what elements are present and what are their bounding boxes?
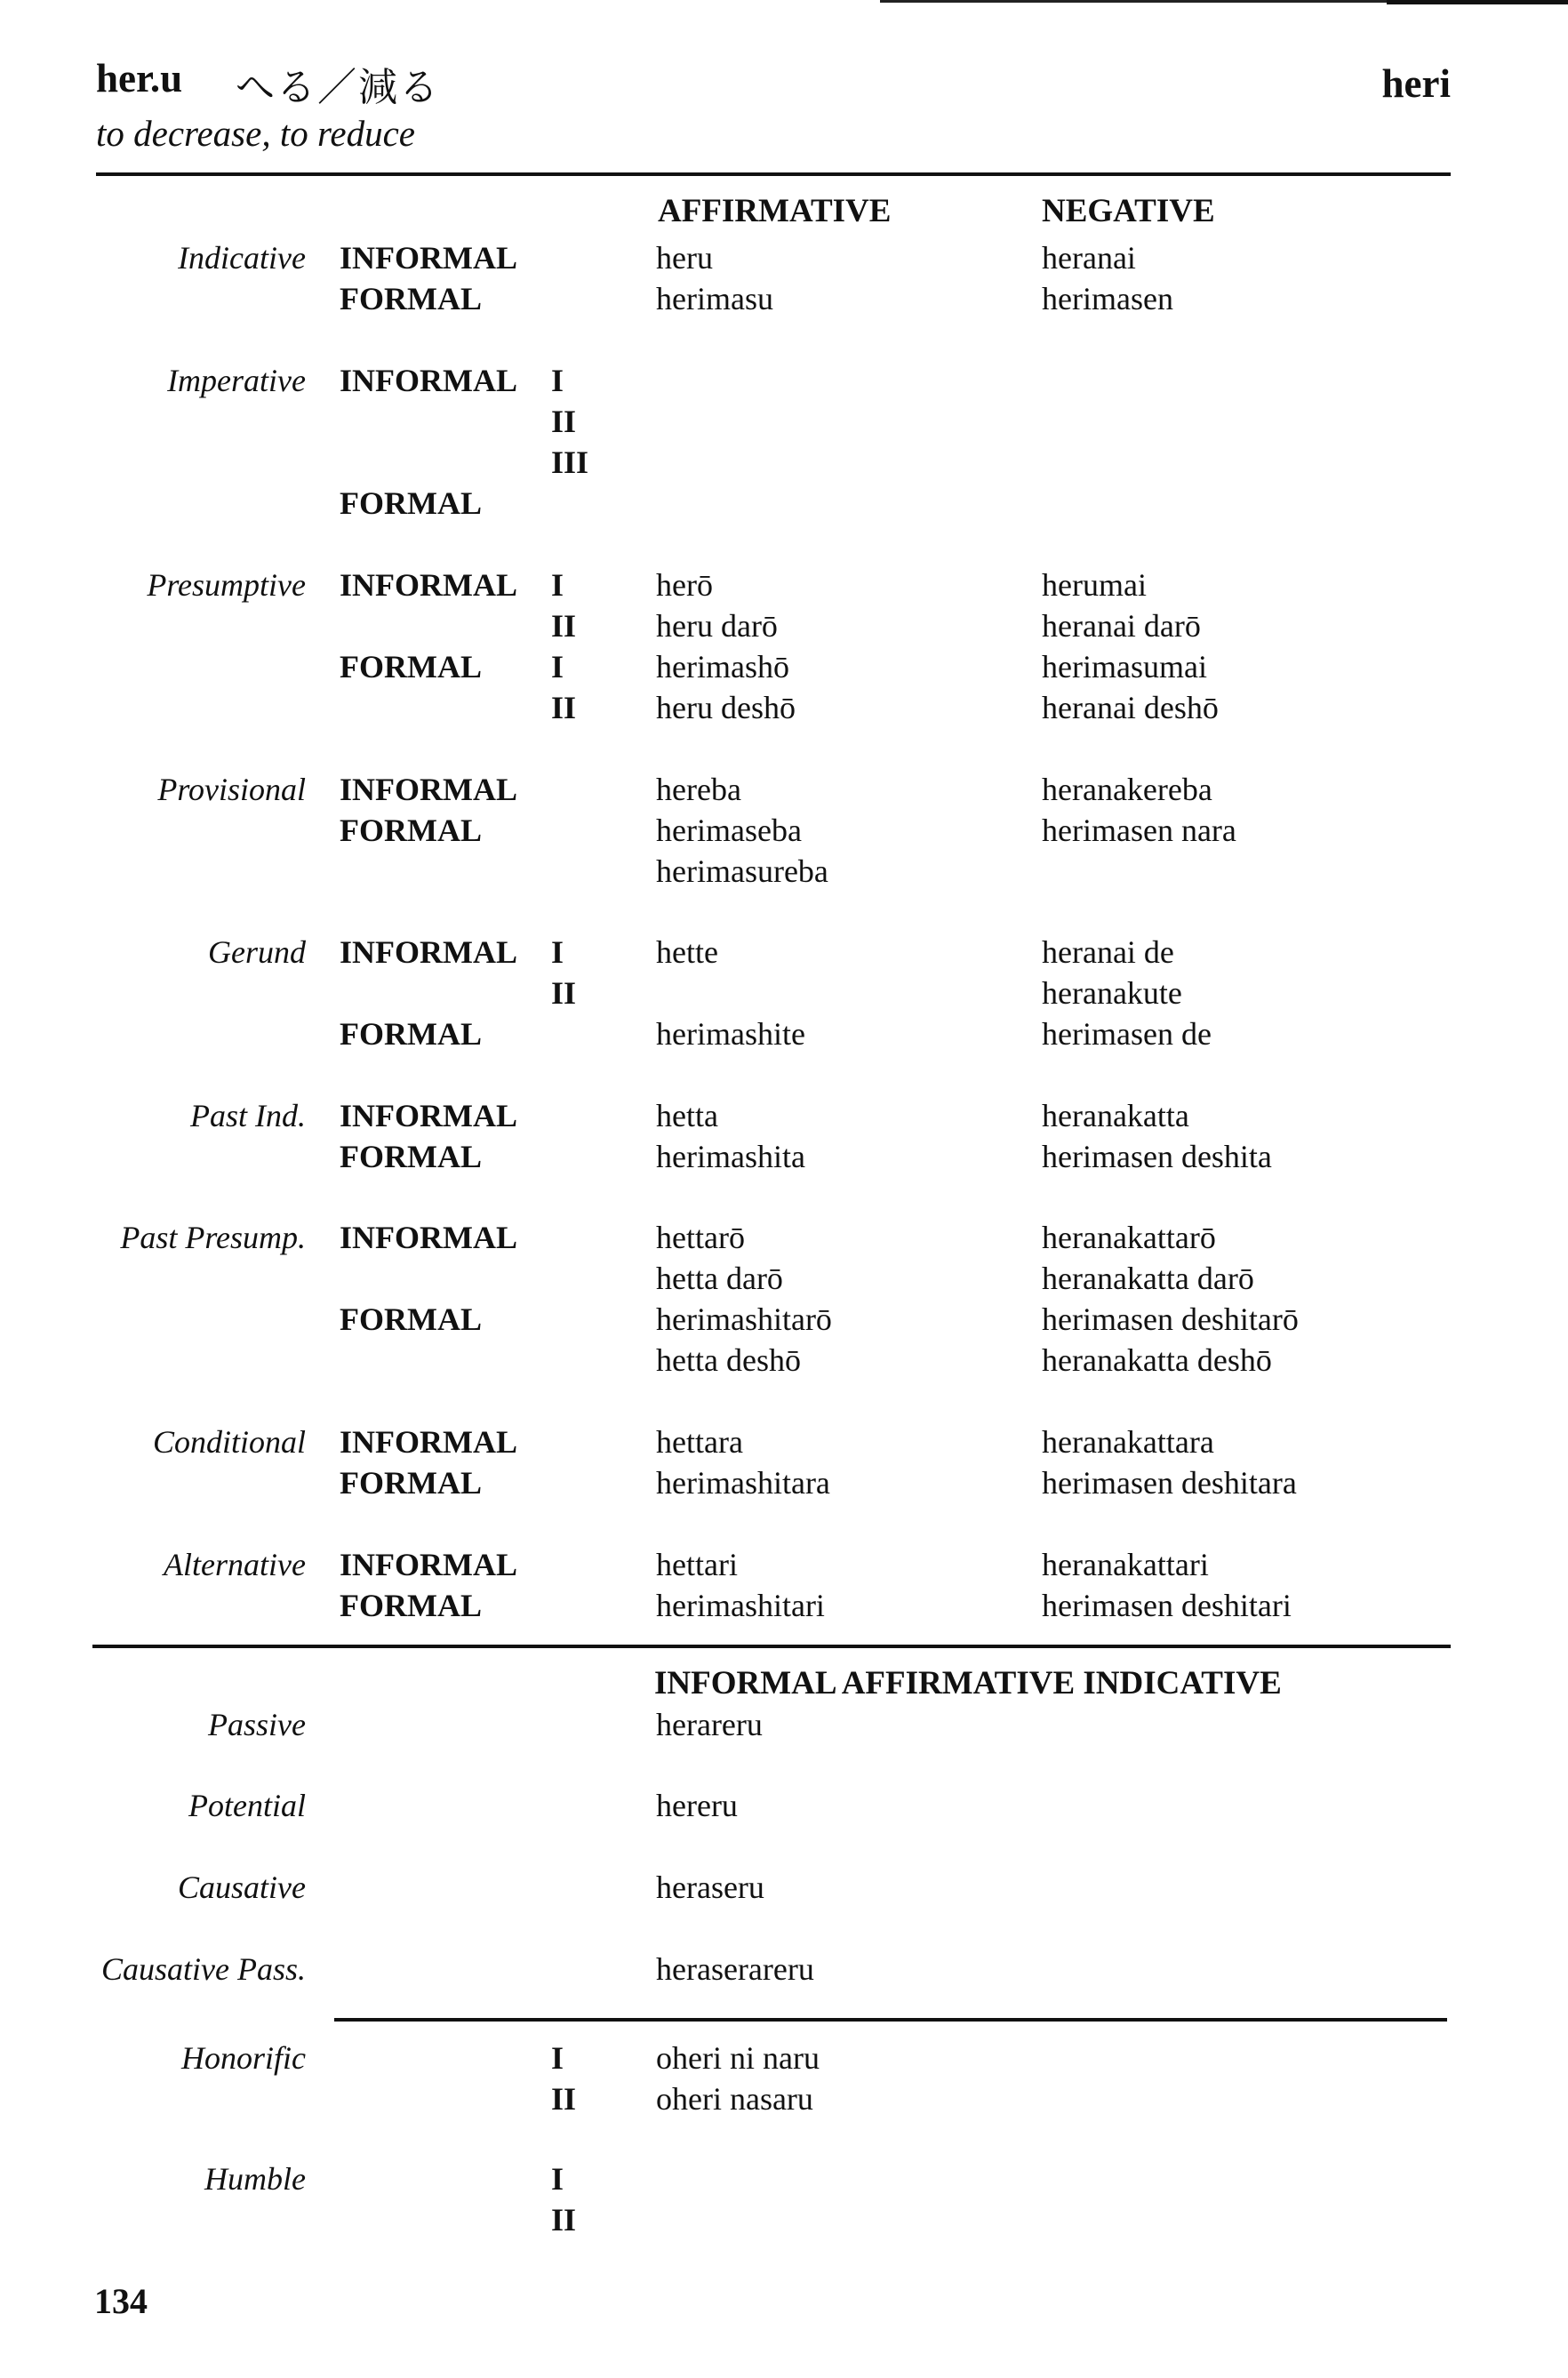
negative-form: herimasen nara <box>1042 813 1236 848</box>
affirmative-form: hettara <box>656 1424 743 1460</box>
conjugation-row <box>0 1217 1568 1258</box>
negative-form: heranakatta deshō <box>1042 1342 1272 1378</box>
form-number: II <box>551 975 577 1011</box>
verb-kana: へる／減る <box>236 65 440 110</box>
formality-label: INFORMAL <box>340 567 517 603</box>
mood-label: Imperative <box>167 363 306 398</box>
negative-form: heranakute <box>1042 975 1182 1011</box>
affirmative-form: hette <box>656 934 718 970</box>
middle-divider <box>92 1645 1451 1648</box>
negative-form: heranakatta <box>1042 1098 1189 1133</box>
page-number: 134 <box>94 2281 148 2321</box>
negative-form: heranakereba <box>1042 772 1212 807</box>
mood-label: Honorific <box>181 2040 306 2076</box>
formality-label: INFORMAL <box>340 1424 517 1460</box>
negative-form: herimasen deshitarō <box>1042 1301 1299 1337</box>
affirmative-form: heru darō <box>656 608 778 644</box>
formality-label: FORMAL <box>340 1301 482 1337</box>
affirmative-form: heru deshō <box>656 690 796 725</box>
conjugation-row <box>0 1704 1568 1745</box>
negative-column-header: NEGATIVE <box>1042 193 1215 229</box>
formality-label: FORMAL <box>340 1016 482 1052</box>
affirmative-form: herimasu <box>656 281 773 316</box>
negative-form: herumai <box>1042 567 1147 603</box>
mood-label: Potential <box>188 1788 306 1823</box>
conjugation-row <box>0 237 1568 278</box>
affirmative-form: hereba <box>656 772 741 807</box>
formality-label: FORMAL <box>340 485 482 521</box>
formality-label: FORMAL <box>340 1588 482 1623</box>
mood-label: Alternative <box>164 1547 306 1582</box>
conjugation-row <box>0 360 1568 401</box>
form-number: II <box>551 608 577 644</box>
verb-stem: heri <box>1381 61 1451 106</box>
conjugation-row <box>0 564 1568 605</box>
affirmative-form: heraserareru <box>656 1951 814 1987</box>
formality-label: INFORMAL <box>340 363 517 398</box>
negative-form: herimasen deshita <box>1042 1139 1272 1174</box>
conjugation-row <box>0 851 1568 892</box>
affirmative-form: oheri nasaru <box>656 2081 813 2117</box>
affirmative-form: hettarō <box>656 1220 745 1255</box>
form-number: I <box>551 363 564 398</box>
negative-form: herimasen <box>1042 281 1173 316</box>
mood-label: Presumptive <box>147 567 306 603</box>
negative-form: heranakattara <box>1042 1424 1214 1460</box>
top-divider <box>96 172 1451 176</box>
negative-form: herimasen de <box>1042 1016 1212 1052</box>
conjugation-row <box>0 1867 1568 1908</box>
conjugation-row <box>0 1585 1568 1626</box>
conjugation-row <box>0 1299 1568 1340</box>
mood-label: Provisional <box>157 772 306 807</box>
conjugation-row <box>0 1095 1568 1136</box>
formality-label: FORMAL <box>340 281 482 316</box>
conjugation-row <box>0 401 1568 442</box>
affirmative-form: hettari <box>656 1547 738 1582</box>
negative-form: heranai de <box>1042 934 1174 970</box>
affirmative-form: oheri ni naru <box>656 2040 820 2076</box>
conjugation-row <box>0 278 1568 319</box>
form-number: I <box>551 649 564 685</box>
affirmative-form: herimasureba <box>656 853 828 889</box>
negative-form: heranakatta darō <box>1042 1261 1254 1296</box>
scan-edge-line-dark <box>1387 0 1568 4</box>
negative-form: herimasumai <box>1042 649 1207 685</box>
form-number: II <box>551 404 577 439</box>
mood-label: Past Ind. <box>190 1098 306 1133</box>
form-number: I <box>551 567 564 603</box>
conjugation-row <box>0 973 1568 1013</box>
conjugation-row <box>0 1462 1568 1503</box>
affirmative-form: herareru <box>656 1707 763 1742</box>
formality-label: FORMAL <box>340 1465 482 1501</box>
formality-label: INFORMAL <box>340 772 517 807</box>
conjugation-row <box>0 646 1568 687</box>
form-number: II <box>551 2202 577 2238</box>
conjugation-row <box>0 483 1568 524</box>
formality-label: FORMAL <box>340 813 482 848</box>
mood-label: Causative <box>178 1870 306 1905</box>
negative-form: heranai deshō <box>1042 690 1219 725</box>
conjugation-row <box>0 1258 1568 1299</box>
affirmative-form: hetta darō <box>656 1261 783 1296</box>
mood-label: Past Presump. <box>120 1220 306 1255</box>
formality-label: FORMAL <box>340 649 482 685</box>
form-number: III <box>551 444 589 480</box>
conjugation-row <box>0 2158 1568 2199</box>
affirmative-form: hereru <box>656 1788 738 1823</box>
negative-form: heranakattari <box>1042 1547 1209 1582</box>
formality-label: FORMAL <box>340 1139 482 1174</box>
affirmative-form: herimashite <box>656 1016 805 1052</box>
conjugation-row <box>0 2078 1568 2119</box>
conjugation-row <box>0 1340 1568 1381</box>
affirmative-form: herimashitarō <box>656 1301 832 1337</box>
conjugation-row <box>0 1949 1568 1990</box>
mood-label: Passive <box>208 1707 306 1742</box>
conjugation-row <box>0 932 1568 973</box>
mood-label: Conditional <box>152 1424 306 1460</box>
conjugation-row <box>0 1136 1568 1177</box>
verb-english-meaning: to decrease, to reduce <box>96 113 415 154</box>
conjugation-row <box>0 2199 1568 2240</box>
negative-form: heranai darō <box>1042 608 1201 644</box>
mood-label: Indicative <box>178 240 306 276</box>
mood-label: Gerund <box>208 934 306 970</box>
affirmative-column-header: AFFIRMATIVE <box>658 193 892 229</box>
affirmative-form: herimaseba <box>656 813 802 848</box>
form-number: II <box>551 2081 577 2117</box>
formality-label: INFORMAL <box>340 1547 517 1582</box>
conjugation-row <box>0 442 1568 483</box>
affirmative-form: herō <box>656 567 713 603</box>
affirmative-form: herimashita <box>656 1139 805 1174</box>
formality-label: INFORMAL <box>340 1220 517 1255</box>
conjugation-row <box>0 1785 1568 1826</box>
affirmative-form: hetta deshō <box>656 1342 801 1378</box>
conjugation-row <box>0 1544 1568 1585</box>
affirmative-form: herimashitari <box>656 1588 825 1623</box>
affirmative-form: herimashitara <box>656 1465 830 1501</box>
conjugation-row <box>0 810 1568 851</box>
form-number: I <box>551 934 564 970</box>
mood-label: Causative Pass. <box>101 1951 306 1987</box>
conjugation-row <box>0 2038 1568 2078</box>
verb-romaji: her.u <box>96 56 183 100</box>
conjugation-row <box>0 687 1568 728</box>
negative-form: herimasen deshitari <box>1042 1588 1292 1623</box>
affirmative-form: herimashō <box>656 649 789 685</box>
conjugation-row <box>0 605 1568 646</box>
form-number: I <box>551 2161 564 2197</box>
formality-label: INFORMAL <box>340 1098 517 1133</box>
affirmative-form: hetta <box>656 1098 718 1133</box>
lower-divider <box>334 2018 1447 2022</box>
mood-label: Humble <box>204 2161 306 2197</box>
conjugation-row <box>0 1013 1568 1054</box>
affirmative-form: heru <box>656 240 713 276</box>
formality-label: INFORMAL <box>340 934 517 970</box>
affirmative-form: heraseru <box>656 1870 764 1905</box>
negative-form: heranai <box>1042 240 1136 276</box>
conjugation-row <box>0 769 1568 810</box>
formality-label: INFORMAL <box>340 240 517 276</box>
conjugation-row <box>0 1421 1568 1462</box>
form-number: I <box>551 2040 564 2076</box>
negative-form: heranakattarō <box>1042 1220 1216 1255</box>
negative-form: herimasen deshitara <box>1042 1465 1297 1501</box>
derived-forms-header: INFORMAL AFFIRMATIVE INDICATIVE <box>654 1665 1282 1701</box>
form-number: II <box>551 690 577 725</box>
